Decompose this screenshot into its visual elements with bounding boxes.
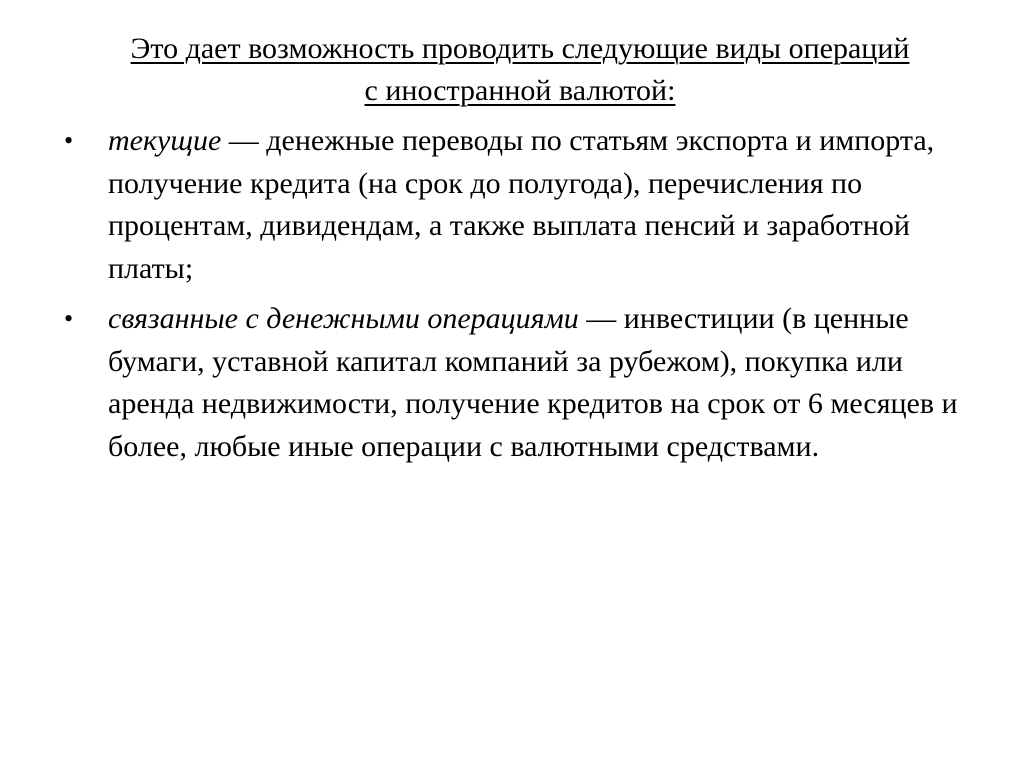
- title-line-1: Это дает возможность проводить следующие виды операций: [130, 32, 910, 65]
- bullet-list: [62, 120, 982, 476]
- bullet-icon: •: [64, 126, 74, 155]
- term-capital: связанные с денежными операциями: [108, 302, 579, 335]
- term-current: текущие: [108, 124, 222, 157]
- title-line-2: с иностранной валютой:: [364, 74, 676, 107]
- slide-title: [60, 28, 980, 112]
- bullet-icon: •: [64, 304, 74, 333]
- list-item-capital-operations: [62, 298, 982, 468]
- description-capital: — инвестиции (в ценные бумаги, уставной капитал компаний за рубежом), покупка или аренда недвижимости, получение кредитов на срок от 6 месяцев и более, любые иные операции с валютными средствами.: [108, 302, 958, 463]
- list-item-current-operations: [62, 120, 982, 290]
- description-current: — денежные переводы по статьям экспорта и импорта, получение кредита (на срок до полугода), перечисления по процентам, дивидендам, а также выплата пенсий и заработной платы;: [108, 124, 935, 285]
